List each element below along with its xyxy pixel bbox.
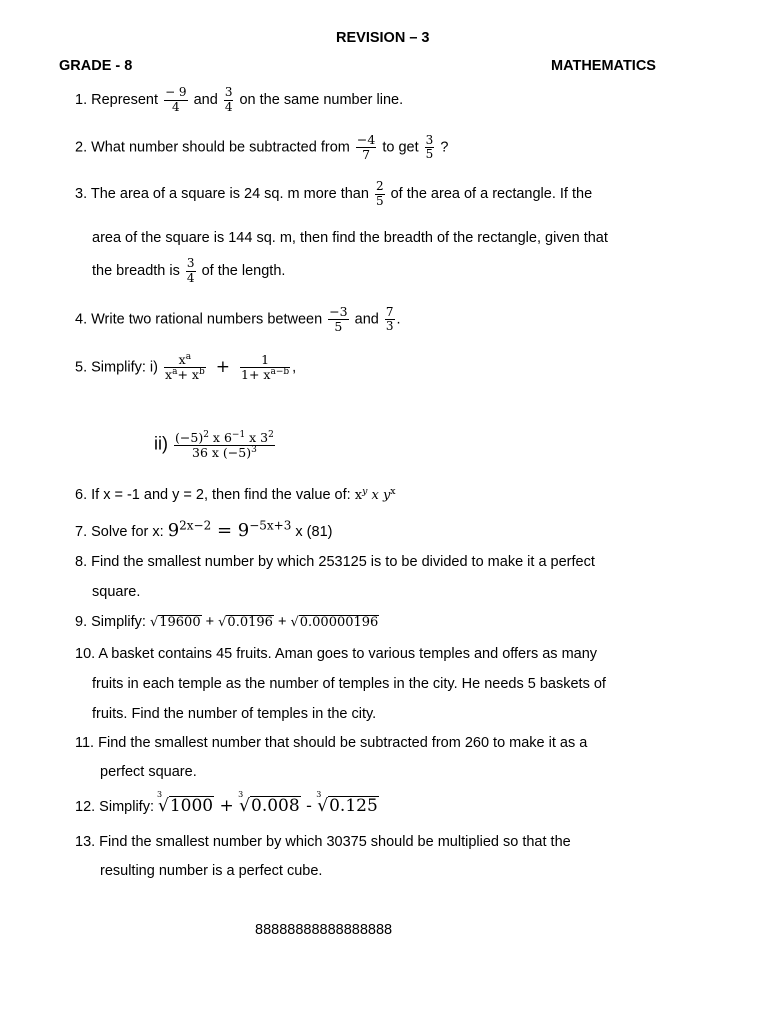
question-8-line-1: 8. Find the smallest number by which 253125 is to be divided to make it a perfect <box>75 554 595 570</box>
question-12: 12. Simplify: 3 √1000 + 3 √0.008 - 3 √0.125 <box>75 790 378 816</box>
question-10-line-3: fruits. Find the number of temples in the city. <box>92 706 377 722</box>
question-10-line-2: fruits in each temple as the number of temples in the city. He needs 5 baskets of <box>92 676 606 692</box>
question-5-part-i: 5. Simplify: i) $\frac{x^a}{x^a+ x^b}$ + $\frac{1}{1+ x^{a-b}}$ , <box>75 352 297 383</box>
question-3-line-2: area of the square is 144 sq. m, then find the breadth of the rectangle, given that <box>92 230 608 246</box>
question-3-line-1: 3. The area of a square is 24 sq. m more than $\frac{2}{5}$ of the area of a rectangle. If the <box>75 179 593 208</box>
question-10-line-1: 10. A basket contains 45 fruits. Aman goes to various temples and offers as many <box>75 646 598 662</box>
question-11-line-1: 11. Find the smallest number that should be subtracted from 260 to make it as a <box>75 735 588 751</box>
question-4: 4. Write two rational numbers between $\frac{-3}{5}$ and $\frac{7}{3}$ . <box>75 304 401 335</box>
footer-text: 88888888888888888 <box>255 922 393 938</box>
grade-label: GRADE - 8 <box>59 58 133 74</box>
question-3-line-3: the breadth is $\frac{3}{4}$ of the length. <box>92 256 286 285</box>
question-7: 7. Solve for x: $9^{2x-2} = 9^{-5x+3}$ x (81) <box>75 518 333 541</box>
question-11-line-2: perfect square. <box>100 764 197 780</box>
question-13-line-1: 13. Find the smallest number by which 30375 should be multiplied so that the <box>75 834 571 850</box>
question-2: 2. What number should be subtracted from $\frac{-4}{7}$ to get $\frac{3}{5}$ ? <box>75 132 449 163</box>
page-title: REVISION – 3 <box>336 30 430 46</box>
question-1: 1. Represent $\frac{- 9}{4}$ and $\frac{3}{4}$ on the same number line. <box>75 85 404 114</box>
subject-label: MATHEMATICS <box>551 58 656 74</box>
question-6: 6. If x = -1 and y = 2, then find the value of: $x^y$ x $y^x$ <box>75 485 396 503</box>
question-13-line-2: resulting number is a perfect cube. <box>100 863 323 879</box>
question-8-line-2: square. <box>92 584 141 600</box>
question-9: 9. Simplify: √19600 + √0.0196 + √0.00000196 <box>75 614 379 630</box>
question-5-part-ii: ii) $\frac{(-5)^2 x 6^{-1} x 3^2}{36 x (-5)^3}$ <box>154 430 274 461</box>
